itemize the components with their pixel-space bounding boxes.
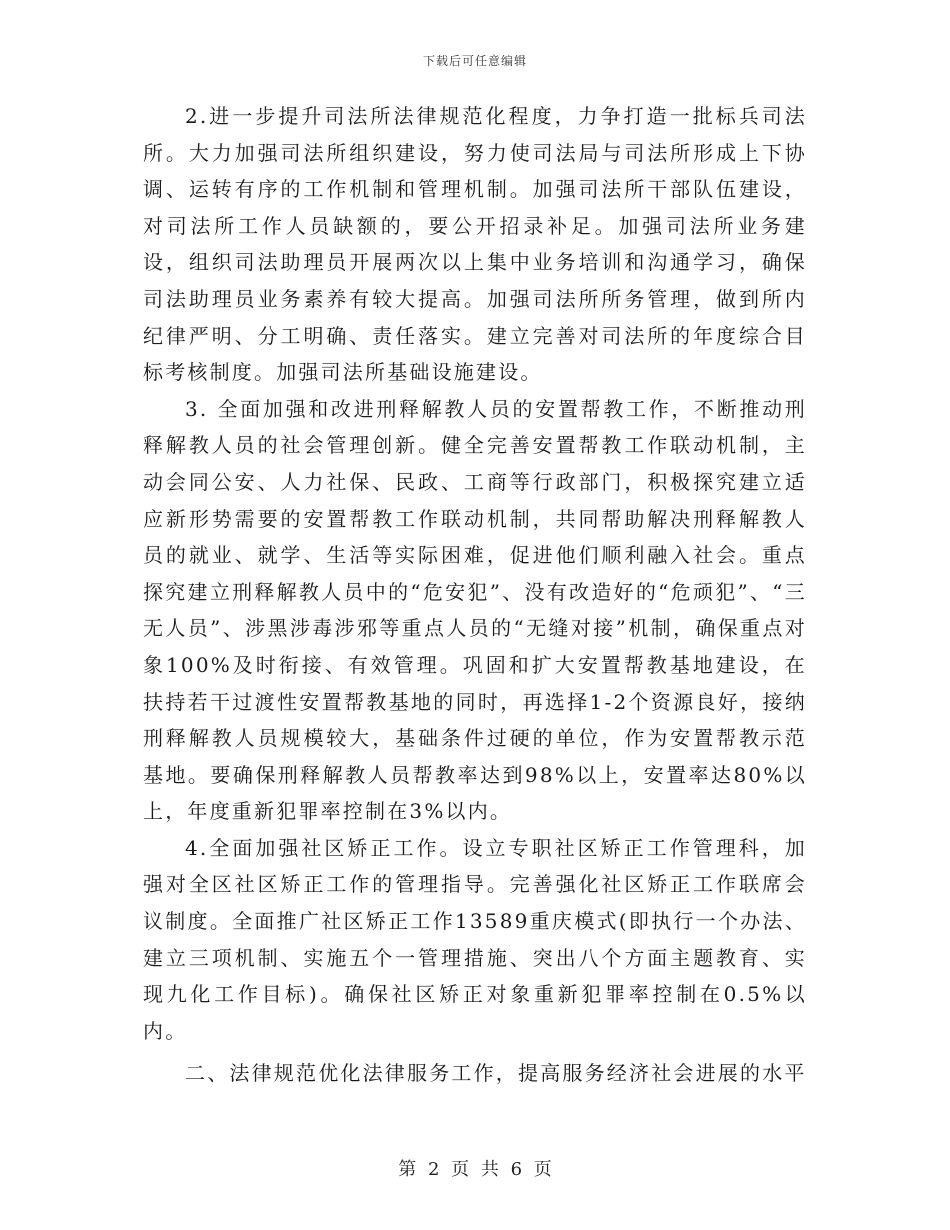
section-heading-legal-services: 二、法律规范优化法律服务工作，提高服务经济社会进展的水平 (185, 1061, 807, 1086)
paragraph-resettlement-assistance: 3. 全面加强和改进刑释解教人员的安置帮教工作，不断推动刑释解教人员的社会管理创新。健全完善安置帮教工作联动机制，主动会同公安、人力社保、民政、工商等行政部门，积极探究建立适应新形势需要的安置帮教工作联动机制，共同帮助解决刑释解教人员的就业、就学、生活等实际困难，促进他们顺利融入社会。重点探究建立刑释解教人员中的“危安犯”、没有改造好的“危顽犯”、“三无人员”、涉黑涉毒涉邪等重点人员的“无缝对接”机制，确保重点对象100%及时衔接、有效管理。巩固和扩大安置帮教基地建设，在扶持若干过渡性安置帮教基地的同时，再选择1-2个资源良好，接纳刑释解教人员规模较大，基础条件过硬的单位，作为安置帮教示范基地。要确保刑释解教人员帮教率达到98%以上，安置率达80%以上，年度重新犯罪率控制在3%以内。 (143, 396, 807, 824)
paragraph-judicial-office: 2.进一步提升司法所法律规范化程度，力争打造一批标兵司法所。大力加强司法所组织建设，努力使司法局与司法所形成上下协调、运转有序的工作机制和管理机制。加强司法所干部队伍建设，对司法所工作人员缺额的，要公开招录补足。加强司法所业务建设，组织司法助理员开展两次以上集中业务培训和沟通学习，确保司法助理员业务素养有较大提高。加强司法所所务管理，做到所内纪律严明、分工明确、责任落实。建立完善对司法所的年度综合目标考核制度。加强司法所基础设施建设。 (143, 104, 807, 385)
document-body (143, 98, 807, 1092)
page-header-note: 下载后可任意编辑 (422, 54, 527, 68)
page-number: 第 2 页 共 6 页 (398, 1159, 552, 1180)
paragraph-community-correction: 4.全面加强社区矫正工作。设立专职社区矫正工作管理科，加强对全区社区矫正工作的管理指导。完善强化社区矫正工作联席会议制度。全面推广社区矫正工作13589重庆模式(即执行一个办法、建立三项机制、实施五个一管理措施、突出八个方面主题教育、实现九化工作目标)。确保社区矫正对象重新犯罪率控制在0.5%以内。 (143, 835, 807, 1043)
